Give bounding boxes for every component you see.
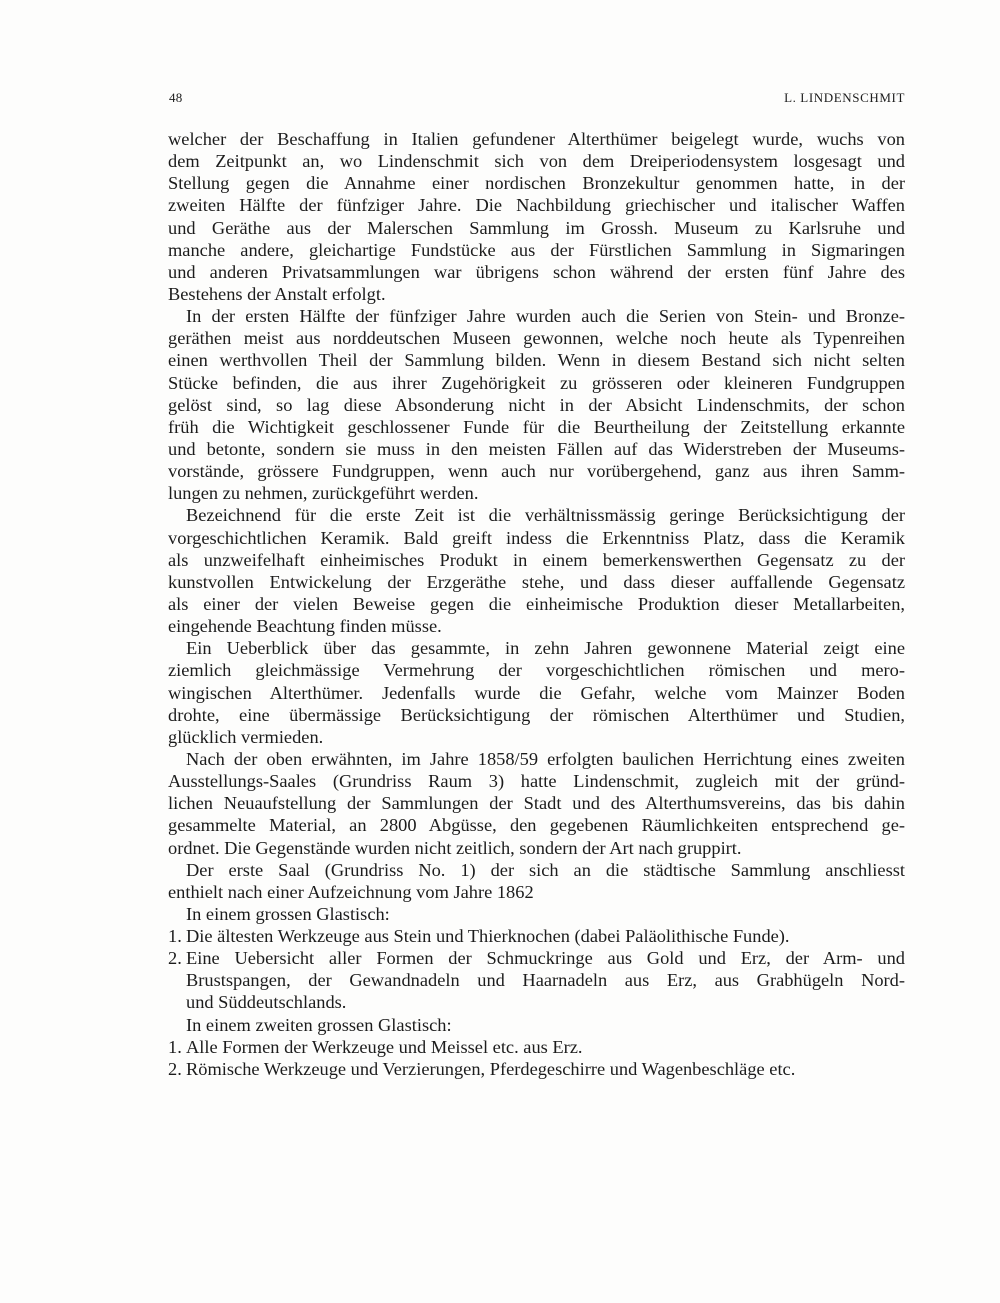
list-item bbox=[168, 1036, 905, 1058]
text-line: manche andere, gleichartige Fundstücke aus der Fürstlichen Sammlung in Sigmaringen bbox=[168, 239, 905, 260]
text-line: gesammelte Material, an 2800 Abgüsse, den gegebenen Räumlichkeiten entsprechend ge- bbox=[168, 815, 905, 836]
text-line: wingischen Alterthümer. Jedenfalls wurde die Gefahr, welche vom Mainzer Boden bbox=[168, 682, 905, 703]
text-line: als unzweifelhaft einheimisches Produkt in einem bemerkenswerthen Gegensatz zu der bbox=[168, 549, 905, 570]
text-line: früh die Wichtigkeit geschlossener Funde für die Beurtheilung der Zeitstellung erkannte bbox=[168, 416, 905, 437]
text-line: und anderen Privatsammlungen war übrigens schon während der ersten fünf Jahre des bbox=[168, 261, 905, 282]
text-line: und betonte, sondern sie muss in den meisten Fällen auf das Widerstreben der Museums- bbox=[168, 438, 905, 459]
list-item-number: 2. bbox=[168, 1058, 182, 1079]
list-item-number: 1. bbox=[168, 926, 182, 947]
list-item-line bbox=[168, 925, 905, 947]
list-item bbox=[168, 925, 905, 947]
paragraph bbox=[168, 859, 905, 903]
list-item-line bbox=[168, 1058, 905, 1080]
list-item-line: Brustspangen, der Gewandnadeln und Haarnadeln aus Erz, aus Grabhügeln Nord- bbox=[186, 970, 905, 991]
list-item-number: 1. bbox=[168, 1036, 182, 1057]
list-item-line: und Süddeutschlands. bbox=[186, 992, 347, 1013]
text-line: eingehende Beachtung finden müsse. bbox=[168, 616, 442, 637]
text-line: welcher der Beschaffung in Italien gefundener Alterthümer beigelegt wurde, wuchs von bbox=[168, 129, 905, 149]
text-line: Bezeichnend für die erste Zeit ist die verhältnissmässig geringe Berücksichtigung der bbox=[186, 505, 905, 526]
list-item-number: 2. bbox=[168, 948, 182, 969]
text-line: enthielt nach einer Aufzeichnung vom Jahre 1862 bbox=[168, 881, 534, 902]
text-line: Ausstellungs-Saales (Grundriss Raum 3) hatte Lindenschmit, zugleich mit der gründ- bbox=[168, 771, 905, 792]
list-item-text: Die ältesten Werkzeuge aus Stein und Thierknochen (dabei Paläolithische Funde). bbox=[186, 926, 790, 947]
text-line: geräthen meist aus norddeutschen Museen gewonnen, welche noch heute als Typenreihen bbox=[168, 328, 905, 349]
list-item-text: Eine Uebersicht aller Formen der Schmuckringe aus Gold und Erz, der Arm- und bbox=[186, 948, 905, 969]
text-line: einen werthvollen Theil der Sammlung bilden. Wenn in diesem Bestand sich nicht selten bbox=[168, 350, 905, 371]
text-line: vorstände, grössere Fundgruppen, wenn auch nur vorübergehend, ganz aus ihren Samm- bbox=[168, 461, 905, 482]
page-number: 48 bbox=[169, 90, 183, 105]
list-section bbox=[168, 1014, 905, 1080]
list-item-text: Römische Werkzeuge und Verzierungen, Pferdegeschirre und Wagenbeschläge etc. bbox=[186, 1058, 796, 1079]
text-line: lichen Neuaufstellung der Sammlungen der Stadt und des Alterthumsvereins, das bis dahin bbox=[168, 793, 905, 814]
running-title: L. LINDENSCHMIT bbox=[784, 90, 905, 105]
list-heading: In einem zweiten grossen Glastisch: bbox=[186, 1014, 452, 1035]
list-item-line bbox=[168, 1036, 905, 1058]
paragraph bbox=[168, 637, 905, 748]
text-line: Stellung gegen die Annahme einer nordischen Bronzekultur genommen hatte, in der bbox=[168, 173, 905, 194]
text-line: zweiten Hälfte der fünfziger Jahre. Die Nachbildung griechischer und italischer Waffen bbox=[168, 195, 905, 216]
text-line: als einer der vielen Beweise gegen die einheimische Produktion dieser Metallarbeiten, bbox=[168, 593, 905, 614]
list-item bbox=[168, 1058, 905, 1080]
text-line: Bestehens der Anstalt erfolgt. bbox=[168, 283, 386, 304]
list-item-text: Alle Formen der Werkzeuge und Meissel etc. aus Erz. bbox=[186, 1036, 583, 1057]
text-line: In der ersten Hälfte der fünfziger Jahre wurden auch die Serien von Stein- und Bronze- bbox=[186, 306, 905, 327]
text-line: Der erste Saal (Grundriss No. 1) der sich an die städtische Sammlung anschliesst bbox=[186, 859, 905, 880]
list-section bbox=[168, 903, 905, 1014]
list-item-line bbox=[168, 947, 905, 969]
text-line: ziemlich gleichmässige Vermehrung der vorgeschichtlichen römischen und mero- bbox=[168, 660, 905, 681]
text-line: kunstvollen Entwickelung der Erzgeräthe stehe, und dass dieser auffallende Gegensatz bbox=[168, 571, 905, 592]
text-line: drohte, eine übermässige Berücksichtigung der römischen Alterthümer und Studien, bbox=[168, 704, 905, 725]
text-line: gelöst sind, so lag diese Absonderung nicht in der Absicht Lindenschmits, der schon bbox=[168, 394, 905, 415]
text-line: Ein Ueberblick über das gesammte, in zehn Jahren gewonnene Material zeigt eine bbox=[186, 638, 905, 659]
text-line: ordnet. Die Gegenstände wurden nicht zeitlich, sondern der Art nach gruppirt. bbox=[168, 837, 742, 858]
text-line: und Geräthe aus der Malerschen Sammlung im Grossh. Museum zu Karlsruhe und bbox=[168, 217, 905, 238]
text-line: lungen zu nehmen, zurückgeführt werden. bbox=[168, 483, 479, 504]
text-line: vorgeschichtlichen Keramik. Bald greift indess die Erkenntniss Platz, dass die Keramik bbox=[168, 527, 905, 548]
list-item bbox=[168, 947, 905, 1013]
paragraph bbox=[168, 128, 905, 305]
page-header bbox=[169, 90, 905, 108]
body-text bbox=[168, 128, 905, 1080]
text-line: Stücke befinden, die aus ihrer Zugehörigkeit zu grösseren oder kleineren Fundgruppen bbox=[168, 372, 905, 393]
text-line: glücklich vermieden. bbox=[168, 726, 324, 747]
paragraph bbox=[168, 748, 905, 859]
paragraph bbox=[168, 504, 905, 637]
text-line: dem Zeitpunkt an, wo Lindenschmit sich von dem Dreiperiodensystem losgesagt und bbox=[168, 151, 905, 172]
paragraph bbox=[168, 305, 905, 504]
text-line: Nach der oben erwähnten, im Jahre 1858/59 erfolgten baulichen Herrichtung eines zweiten bbox=[186, 748, 905, 769]
list-heading: In einem grossen Glastisch: bbox=[186, 903, 390, 924]
